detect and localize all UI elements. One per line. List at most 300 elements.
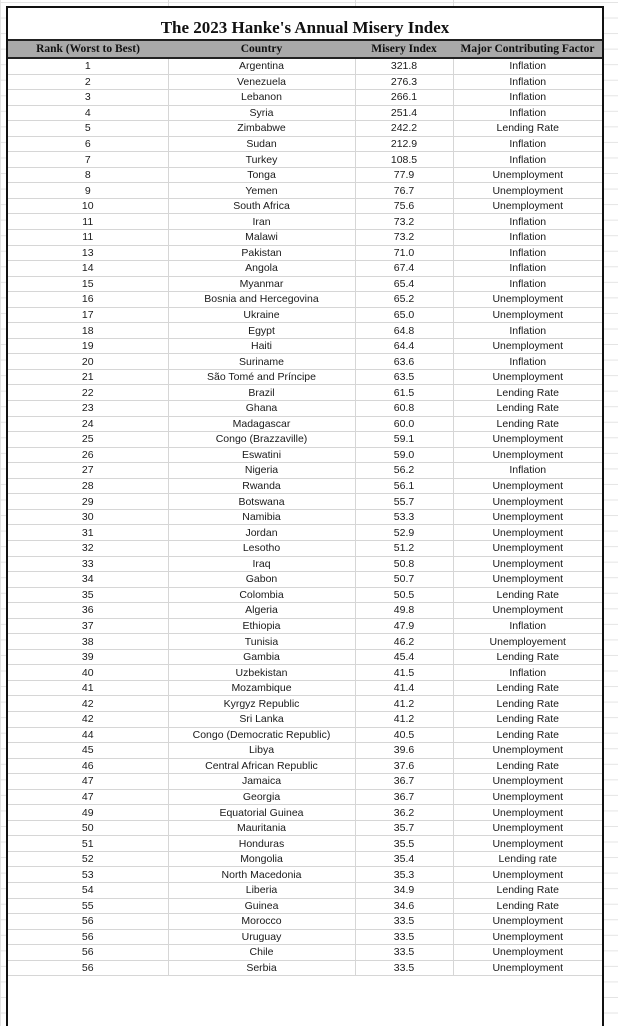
table-row [8,230,602,246]
factor-cell[interactable]: Inflation [453,354,602,370]
rank-cell[interactable]: 11 [8,230,168,246]
misery-index-cell[interactable]: 33.5 [355,914,453,930]
factor-cell[interactable]: Lending Rate [453,121,602,137]
country-cell[interactable]: Haiti [168,338,355,354]
misery-index-cell[interactable]: 50.8 [355,556,453,572]
misery-index-cell[interactable]: 65.0 [355,307,453,323]
rank-cell[interactable]: 54 [8,882,168,898]
misery-index-cell[interactable]: 50.7 [355,572,453,588]
misery-index-cell[interactable]: 59.1 [355,432,453,448]
misery-index-cell[interactable]: 41.4 [355,680,453,696]
misery-index-cell[interactable]: 67.4 [355,261,453,277]
misery-index-cell[interactable]: 35.5 [355,836,453,852]
misery-index-cell[interactable]: 39.6 [355,743,453,759]
misery-index-cell[interactable]: 59.0 [355,447,453,463]
misery-index-cell[interactable]: 64.4 [355,338,453,354]
country-cell[interactable]: Argentina [168,58,355,74]
misery-index-cell[interactable]: 242.2 [355,121,453,137]
rank-cell[interactable]: 31 [8,525,168,541]
rank-cell[interactable]: 56 [8,945,168,961]
table-row [8,820,602,836]
rank-cell[interactable]: 41 [8,680,168,696]
rank-cell[interactable]: 14 [8,261,168,277]
table-body [8,58,602,976]
rank-cell[interactable]: 53 [8,867,168,883]
misery-index-cell[interactable]: 212.9 [355,136,453,152]
misery-index-cell[interactable]: 56.1 [355,478,453,494]
country-cell[interactable]: Mauritania [168,820,355,836]
table-row [8,416,602,432]
country-cell[interactable]: Eswatini [168,447,355,463]
factor-cell[interactable]: Unemployment [453,369,602,385]
rank-cell[interactable]: 47 [8,789,168,805]
misery-index-cell[interactable]: 75.6 [355,198,453,214]
country-cell[interactable]: Colombia [168,587,355,603]
misery-index-cell[interactable]: 61.5 [355,385,453,401]
table-row [8,774,602,790]
rank-cell[interactable]: 51 [8,836,168,852]
table-row [8,789,602,805]
factor-cell[interactable]: Unemployment [453,478,602,494]
misery-index-cell[interactable]: 33.5 [355,945,453,961]
factor-cell[interactable]: Unemployment [453,167,602,183]
column-header-misery-index[interactable]: Misery Index [355,41,453,58]
factor-cell[interactable]: Lending Rate [453,696,602,712]
rank-cell[interactable]: 26 [8,447,168,463]
rank-cell[interactable]: 22 [8,385,168,401]
factor-cell[interactable]: Unemployment [453,556,602,572]
rank-cell[interactable]: 8 [8,167,168,183]
country-cell[interactable]: Uzbekistan [168,665,355,681]
country-cell[interactable]: Iran [168,214,355,230]
table-row [8,463,602,479]
table-row [8,121,602,137]
factor-cell[interactable]: Lending Rate [453,727,602,743]
table-row [8,354,602,370]
country-cell[interactable]: Yemen [168,183,355,199]
table-row [8,882,602,898]
misery-index-cell[interactable]: 35.3 [355,867,453,883]
factor-cell[interactable]: Inflation [453,261,602,277]
country-cell[interactable]: Venezuela [168,74,355,90]
rank-cell[interactable]: 6 [8,136,168,152]
rank-cell[interactable]: 42 [8,711,168,727]
misery-index-cell[interactable]: 36.7 [355,789,453,805]
country-cell[interactable]: Bosnia and Hercegovina [168,292,355,308]
factor-cell[interactable]: Inflation [453,58,602,74]
rank-cell[interactable]: 32 [8,540,168,556]
factor-cell[interactable]: Inflation [453,214,602,230]
country-cell[interactable]: Malawi [168,230,355,246]
rank-cell[interactable]: 55 [8,898,168,914]
factor-cell[interactable]: Unemployment [453,929,602,945]
table-row [8,696,602,712]
table-row [8,136,602,152]
factor-cell[interactable]: Lending Rate [453,416,602,432]
column-header-factor[interactable]: Major Contributing Factor [453,41,602,58]
misery-index-cell[interactable]: 34.9 [355,882,453,898]
table-row [8,90,602,106]
rank-cell[interactable]: 11 [8,214,168,230]
rank-cell[interactable]: 50 [8,820,168,836]
table-row [8,198,602,214]
country-cell[interactable]: Equatorial Guinea [168,805,355,821]
rank-cell[interactable]: 10 [8,198,168,214]
rank-cell[interactable]: 18 [8,323,168,339]
country-cell[interactable]: Madagascar [168,416,355,432]
factor-cell[interactable]: Unemployment [453,836,602,852]
factor-cell[interactable]: Unemployment [453,432,602,448]
table-row [8,214,602,230]
rank-cell[interactable]: 30 [8,509,168,525]
factor-cell[interactable]: Lending Rate [453,680,602,696]
rank-cell[interactable]: 28 [8,478,168,494]
table-row [8,727,602,743]
factor-cell[interactable]: Unemployment [453,820,602,836]
country-cell[interactable]: South Africa [168,198,355,214]
misery-index-cell[interactable]: 47.9 [355,618,453,634]
misery-index-cell[interactable]: 55.7 [355,494,453,510]
table-row [8,307,602,323]
misery-index-cell[interactable]: 251.4 [355,105,453,121]
country-cell[interactable]: Lebanon [168,90,355,106]
country-cell[interactable]: Lesotho [168,540,355,556]
factor-cell[interactable]: Lending Rate [453,385,602,401]
table-row [8,323,602,339]
country-cell[interactable]: Nigeria [168,463,355,479]
misery-index-cell[interactable]: 52.9 [355,525,453,541]
table-row [8,914,602,930]
table-row [8,587,602,603]
factor-cell[interactable]: Lending Rate [453,758,602,774]
misery-index-cell[interactable]: 36.2 [355,805,453,821]
rank-cell[interactable]: 34 [8,572,168,588]
table-row [8,276,602,292]
factor-cell[interactable]: Unemployment [453,198,602,214]
rank-cell[interactable]: 33 [8,556,168,572]
factor-cell[interactable]: Unemployment [453,307,602,323]
country-cell[interactable]: Gabon [168,572,355,588]
misery-index-cell[interactable]: 40.5 [355,727,453,743]
misery-index-cell[interactable]: 73.2 [355,230,453,246]
misery-index-cell[interactable]: 53.3 [355,509,453,525]
misery-index-cell[interactable]: 65.4 [355,276,453,292]
table-row [8,245,602,261]
country-cell[interactable]: Kyrgyz Republic [168,696,355,712]
table-row [8,898,602,914]
factor-cell[interactable]: Unemployment [453,494,602,510]
rank-cell[interactable]: 40 [8,665,168,681]
factor-cell[interactable]: Inflation [453,276,602,292]
table-row [8,805,602,821]
table-row [8,152,602,168]
table-row [8,680,602,696]
country-cell[interactable]: Brazil [168,385,355,401]
country-cell[interactable]: Serbia [168,960,355,976]
rank-cell[interactable]: 36 [8,603,168,619]
rank-cell[interactable]: 15 [8,276,168,292]
factor-cell[interactable]: Inflation [453,230,602,246]
rank-cell[interactable]: 56 [8,914,168,930]
factor-cell[interactable]: Unemployment [453,525,602,541]
misery-index-cell[interactable]: 63.6 [355,354,453,370]
misery-index-cell[interactable]: 276.3 [355,74,453,90]
table-row [8,945,602,961]
factor-cell[interactable]: Unemployment [453,867,602,883]
rank-cell[interactable]: 24 [8,416,168,432]
misery-index-cell[interactable]: 64.8 [355,323,453,339]
factor-cell[interactable]: Unemployment [453,183,602,199]
country-cell[interactable]: North Macedonia [168,867,355,883]
country-cell[interactable]: Jamaica [168,774,355,790]
table-title: The 2023 Hanke's Annual Misery Index [8,8,602,41]
rank-cell[interactable]: 3 [8,90,168,106]
factor-cell[interactable]: Inflation [453,618,602,634]
misery-index-cell[interactable]: 60.8 [355,401,453,417]
misery-index-cell[interactable]: 76.7 [355,183,453,199]
country-cell[interactable]: Morocco [168,914,355,930]
misery-index-cell[interactable]: 41.2 [355,711,453,727]
country-cell[interactable]: Sri Lanka [168,711,355,727]
column-header-rank[interactable]: Rank (Worst to Best) [8,41,168,58]
table-row [8,603,602,619]
misery-index-cell[interactable]: 60.0 [355,416,453,432]
rank-cell[interactable]: 17 [8,307,168,323]
misery-index-cell[interactable]: 33.5 [355,929,453,945]
factor-cell[interactable]: Unemployment [453,509,602,525]
table-row [8,478,602,494]
country-cell[interactable]: Tunisia [168,634,355,650]
misery-index-cell[interactable]: 321.8 [355,58,453,74]
factor-cell[interactable]: Inflation [453,105,602,121]
misery-index-cell[interactable]: 46.2 [355,634,453,650]
country-cell[interactable]: Honduras [168,836,355,852]
factor-cell[interactable]: Unemployment [453,774,602,790]
rank-cell[interactable]: 13 [8,245,168,261]
country-cell[interactable]: Namibia [168,509,355,525]
misery-index-cell[interactable]: 51.2 [355,540,453,556]
misery-index-cell[interactable]: 35.7 [355,820,453,836]
rank-cell[interactable]: 49 [8,805,168,821]
misery-index-cell[interactable]: 37.6 [355,758,453,774]
rank-cell[interactable]: 44 [8,727,168,743]
table-row [8,867,602,883]
country-cell[interactable]: Botswana [168,494,355,510]
table-row [8,572,602,588]
misery-index-cell[interactable]: 45.4 [355,649,453,665]
table-row [8,711,602,727]
country-cell[interactable]: Congo (Brazzaville) [168,432,355,448]
misery-index-cell[interactable]: 71.0 [355,245,453,261]
country-cell[interactable]: Suriname [168,354,355,370]
factor-cell[interactable]: Unemployement [453,634,602,650]
rank-cell[interactable]: 45 [8,743,168,759]
country-cell[interactable]: Angola [168,261,355,277]
misery-index-cell[interactable]: 34.6 [355,898,453,914]
misery-index-table [8,41,602,976]
table-row [8,401,602,417]
country-cell[interactable]: Gambia [168,649,355,665]
factor-cell[interactable]: Inflation [453,74,602,90]
country-cell[interactable]: Iraq [168,556,355,572]
factor-cell[interactable]: Inflation [453,665,602,681]
factor-cell[interactable]: Inflation [453,90,602,106]
factor-cell[interactable]: Unemployment [453,743,602,759]
country-cell[interactable]: Ethiopia [168,618,355,634]
table-row [8,634,602,650]
rank-cell[interactable]: 21 [8,369,168,385]
factor-cell[interactable]: Inflation [453,323,602,339]
rank-cell[interactable]: 27 [8,463,168,479]
factor-cell[interactable]: Lending Rate [453,649,602,665]
factor-cell[interactable]: Unemployment [453,805,602,821]
factor-cell[interactable]: Unemployment [453,540,602,556]
misery-index-cell[interactable]: 41.5 [355,665,453,681]
column-header-country[interactable]: Country [168,41,355,58]
rank-cell[interactable]: 9 [8,183,168,199]
factor-cell[interactable]: Inflation [453,136,602,152]
rank-cell[interactable]: 56 [8,929,168,945]
factor-cell[interactable]: Unemployment [453,914,602,930]
table-row [8,618,602,634]
country-cell[interactable]: Guinea [168,898,355,914]
country-cell[interactable]: Sudan [168,136,355,152]
factor-cell[interactable]: Unemployment [453,945,602,961]
country-cell[interactable]: Egypt [168,323,355,339]
factor-cell[interactable]: Unemployment [453,338,602,354]
table-row [8,369,602,385]
rank-cell[interactable]: 1 [8,58,168,74]
table-row [8,743,602,759]
rank-cell[interactable]: 16 [8,292,168,308]
table-row [8,432,602,448]
table-row [8,385,602,401]
country-cell[interactable]: Pakistan [168,245,355,261]
misery-index-cell[interactable]: 108.5 [355,152,453,168]
rank-cell[interactable]: 38 [8,634,168,650]
factor-cell[interactable]: Lending Rate [453,587,602,603]
header-row [8,41,602,58]
table-row [8,494,602,510]
country-cell[interactable]: Liberia [168,882,355,898]
table-row [8,509,602,525]
country-cell[interactable]: Turkey [168,152,355,168]
factor-cell[interactable]: Unemployment [453,960,602,976]
factor-cell[interactable]: Inflation [453,463,602,479]
country-cell[interactable]: Chile [168,945,355,961]
factor-cell[interactable]: Lending rate [453,851,602,867]
misery-index-cell[interactable]: 35.4 [355,851,453,867]
misery-index-cell[interactable]: 50.5 [355,587,453,603]
misery-index-cell[interactable]: 266.1 [355,90,453,106]
factor-cell[interactable]: Unemployment [453,292,602,308]
rank-cell[interactable]: 4 [8,105,168,121]
table-row [8,447,602,463]
country-cell[interactable]: Tonga [168,167,355,183]
rank-cell[interactable]: 47 [8,774,168,790]
country-cell[interactable]: Myanmar [168,276,355,292]
country-cell[interactable]: Mozambique [168,680,355,696]
factor-cell[interactable]: Lending Rate [453,401,602,417]
misery-index-cell[interactable]: 49.8 [355,603,453,619]
factor-cell[interactable]: Lending Rate [453,882,602,898]
misery-index-cell[interactable]: 56.2 [355,463,453,479]
rank-cell[interactable]: 23 [8,401,168,417]
misery-index-sheet [6,6,604,1026]
rank-cell[interactable]: 52 [8,851,168,867]
rank-cell[interactable]: 5 [8,121,168,137]
misery-index-cell[interactable]: 77.9 [355,167,453,183]
country-cell[interactable]: São Tomé and Príncipe [168,369,355,385]
country-cell[interactable]: Syria [168,105,355,121]
country-cell[interactable]: Jordan [168,525,355,541]
factor-cell[interactable]: Lending Rate [453,898,602,914]
country-cell[interactable]: Georgia [168,789,355,805]
rank-cell[interactable]: 19 [8,338,168,354]
factor-cell[interactable]: Unemployment [453,447,602,463]
rank-cell[interactable]: 35 [8,587,168,603]
factor-cell[interactable]: Unemployment [453,789,602,805]
country-cell[interactable]: Ukraine [168,307,355,323]
country-cell[interactable]: Mongolia [168,851,355,867]
rank-cell[interactable]: 46 [8,758,168,774]
rank-cell[interactable]: 20 [8,354,168,370]
rank-cell[interactable]: 2 [8,74,168,90]
misery-index-cell[interactable]: 73.2 [355,214,453,230]
country-cell[interactable]: Uruguay [168,929,355,945]
table-row [8,261,602,277]
table-row [8,960,602,976]
table-row [8,836,602,852]
table-row [8,540,602,556]
country-cell[interactable]: Rwanda [168,478,355,494]
misery-index-cell[interactable]: 36.7 [355,774,453,790]
country-cell[interactable]: Ghana [168,401,355,417]
misery-index-cell[interactable]: 65.2 [355,292,453,308]
table-row [8,758,602,774]
rank-cell[interactable]: 29 [8,494,168,510]
factor-cell[interactable]: Inflation [453,245,602,261]
table-row [8,74,602,90]
table-row [8,167,602,183]
misery-index-cell[interactable]: 63.5 [355,369,453,385]
country-cell[interactable]: Central African Republic [168,758,355,774]
rank-cell[interactable]: 42 [8,696,168,712]
table-row [8,338,602,354]
rank-cell[interactable]: 39 [8,649,168,665]
factor-cell[interactable]: Inflation [453,152,602,168]
misery-index-cell[interactable]: 41.2 [355,696,453,712]
rank-cell[interactable]: 25 [8,432,168,448]
rank-cell[interactable]: 37 [8,618,168,634]
factor-cell[interactable]: Unemployment [453,603,602,619]
country-cell[interactable]: Algeria [168,603,355,619]
rank-cell[interactable]: 56 [8,960,168,976]
factor-cell[interactable]: Unemployment [453,572,602,588]
table-row [8,665,602,681]
country-cell[interactable]: Zimbabwe [168,121,355,137]
country-cell[interactable]: Congo (Democratic Republic) [168,727,355,743]
table-row [8,525,602,541]
table-row [8,58,602,74]
misery-index-cell[interactable]: 33.5 [355,960,453,976]
table-row [8,183,602,199]
country-cell[interactable]: Libya [168,743,355,759]
table-row [8,649,602,665]
table-row [8,851,602,867]
rank-cell[interactable]: 7 [8,152,168,168]
factor-cell[interactable]: Lending Rate [453,711,602,727]
